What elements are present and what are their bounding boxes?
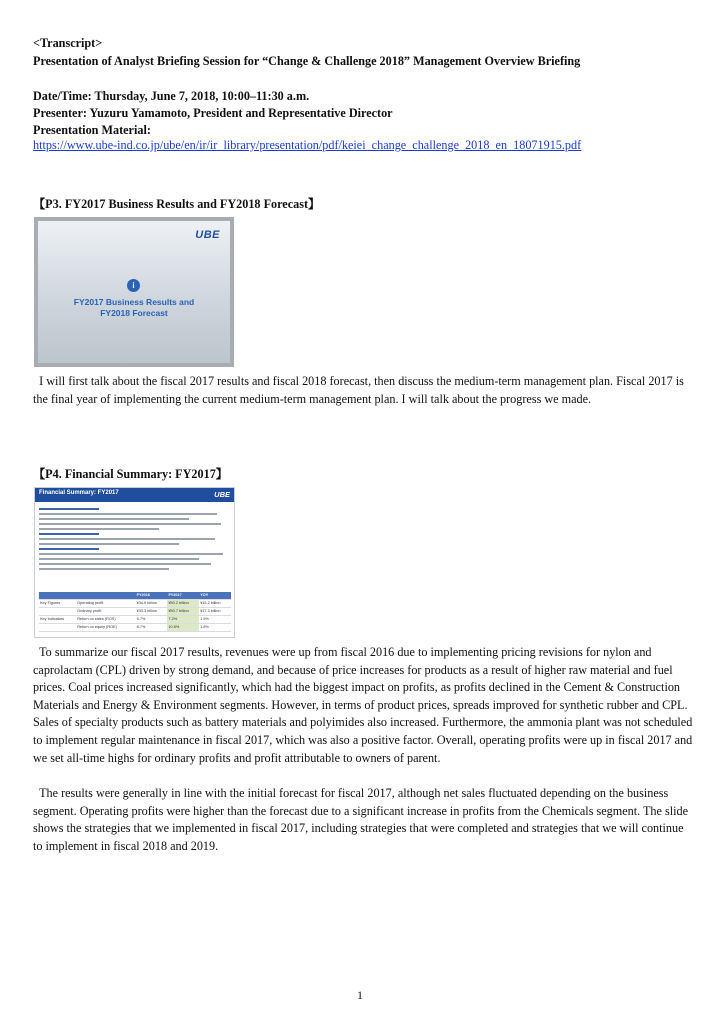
page-number: 1 bbox=[357, 988, 363, 1002]
paragraph: I will first talk about the fiscal 2017 results and fiscal 2018 forecast, then discuss the medium-term management plan. Fiscal 2017 is the final year of implementing the current medium-term management plan. I will talk about the progress we made. bbox=[33, 374, 684, 406]
material-label: Presentation Material: bbox=[33, 123, 151, 137]
info-icon: i bbox=[127, 279, 140, 292]
ube-logo: UBE bbox=[195, 229, 220, 241]
transcript-label: <Transcript> bbox=[33, 36, 103, 50]
document-title: Presentation of Analyst Briefing Session for “Change & Challenge 2018” Management Overview Briefing bbox=[33, 54, 581, 68]
section-heading-p4: 【P4. Financial Summary: FY2017】 bbox=[33, 467, 228, 481]
material-link[interactable]: https://www.ube-ind.co.jp/ube/en/ir/ir_library/presentation/pdf/keiei_change_challenge_2018_en_18071915.pdf bbox=[33, 138, 582, 152]
presenter: Presenter: Yuzuru Yamamoto, President and Representative Director bbox=[33, 106, 393, 120]
section-heading-p3: 【P3. FY2017 Business Results and FY2018 Forecast】 bbox=[33, 197, 321, 211]
slide-title: Financial Summary: FY2017 bbox=[39, 490, 119, 496]
ube-logo: UBE bbox=[214, 490, 230, 499]
paragraph: To summarize our fiscal 2017 results, revenues were up from fiscal 2016 due to implementing pricing revisions for nylon and caprolactam (CPL) driven by strong demand, and because of price increases for products as a result of higher raw material and fuel prices. Coal prices increased significantly, which had the biggest impact on profits, as profits declined in the Cement & Construction Materials and Energy & Environment segments. However, in terms of product prices, spreads improved for synthetic rubber and CPL. Sales of specialty products such as battery materials and polyimides also increased. Furthermore, the ammonia plant was not scheduled to implement regular maintenance in fiscal 2017, which was also a positive factor. Overall, operating profits were up in fiscal 2017 and we set all-time highs for ordinary profits and profit attributable to owners of parent. bbox=[33, 645, 693, 765]
datetime: Date/Time: Thursday, June 7, 2018, 10:00–11:30 a.m. bbox=[33, 89, 310, 103]
slide-body-text bbox=[39, 506, 229, 573]
slide-thumbnail-p4 bbox=[34, 487, 235, 638]
slide-title: FY2017 Business Results and FY2018 Forecast bbox=[73, 297, 195, 318]
slide-summary-table: FY2016 FY2017 YOY Key Figures Operating profit ¥34.9 billion ¥50.2 billion ¥15.2 billion Ordinary profit ¥33.3 billion ¥50.7 billion ¥17.3 billion Key Indicators Return on sales (ROS) 5.7% 7.2% 1.5% Return on equity (ROE) 8.7% 10.5% 1.8% bbox=[39, 592, 231, 632]
paragraph: The results were generally in line with the initial forecast for fiscal 2017, although net sales fluctuated depending on the business segment. Operating profits were higher than the forecast due to a significant increase in profits from the Chemicals segment. The slide shows the strategies that we implemented in fiscal 2017, including strategies that were completed and strategies that we will continue to implement in fiscal 2018 and 2019. bbox=[33, 786, 688, 853]
slide-thumbnail-p3 bbox=[34, 217, 234, 367]
